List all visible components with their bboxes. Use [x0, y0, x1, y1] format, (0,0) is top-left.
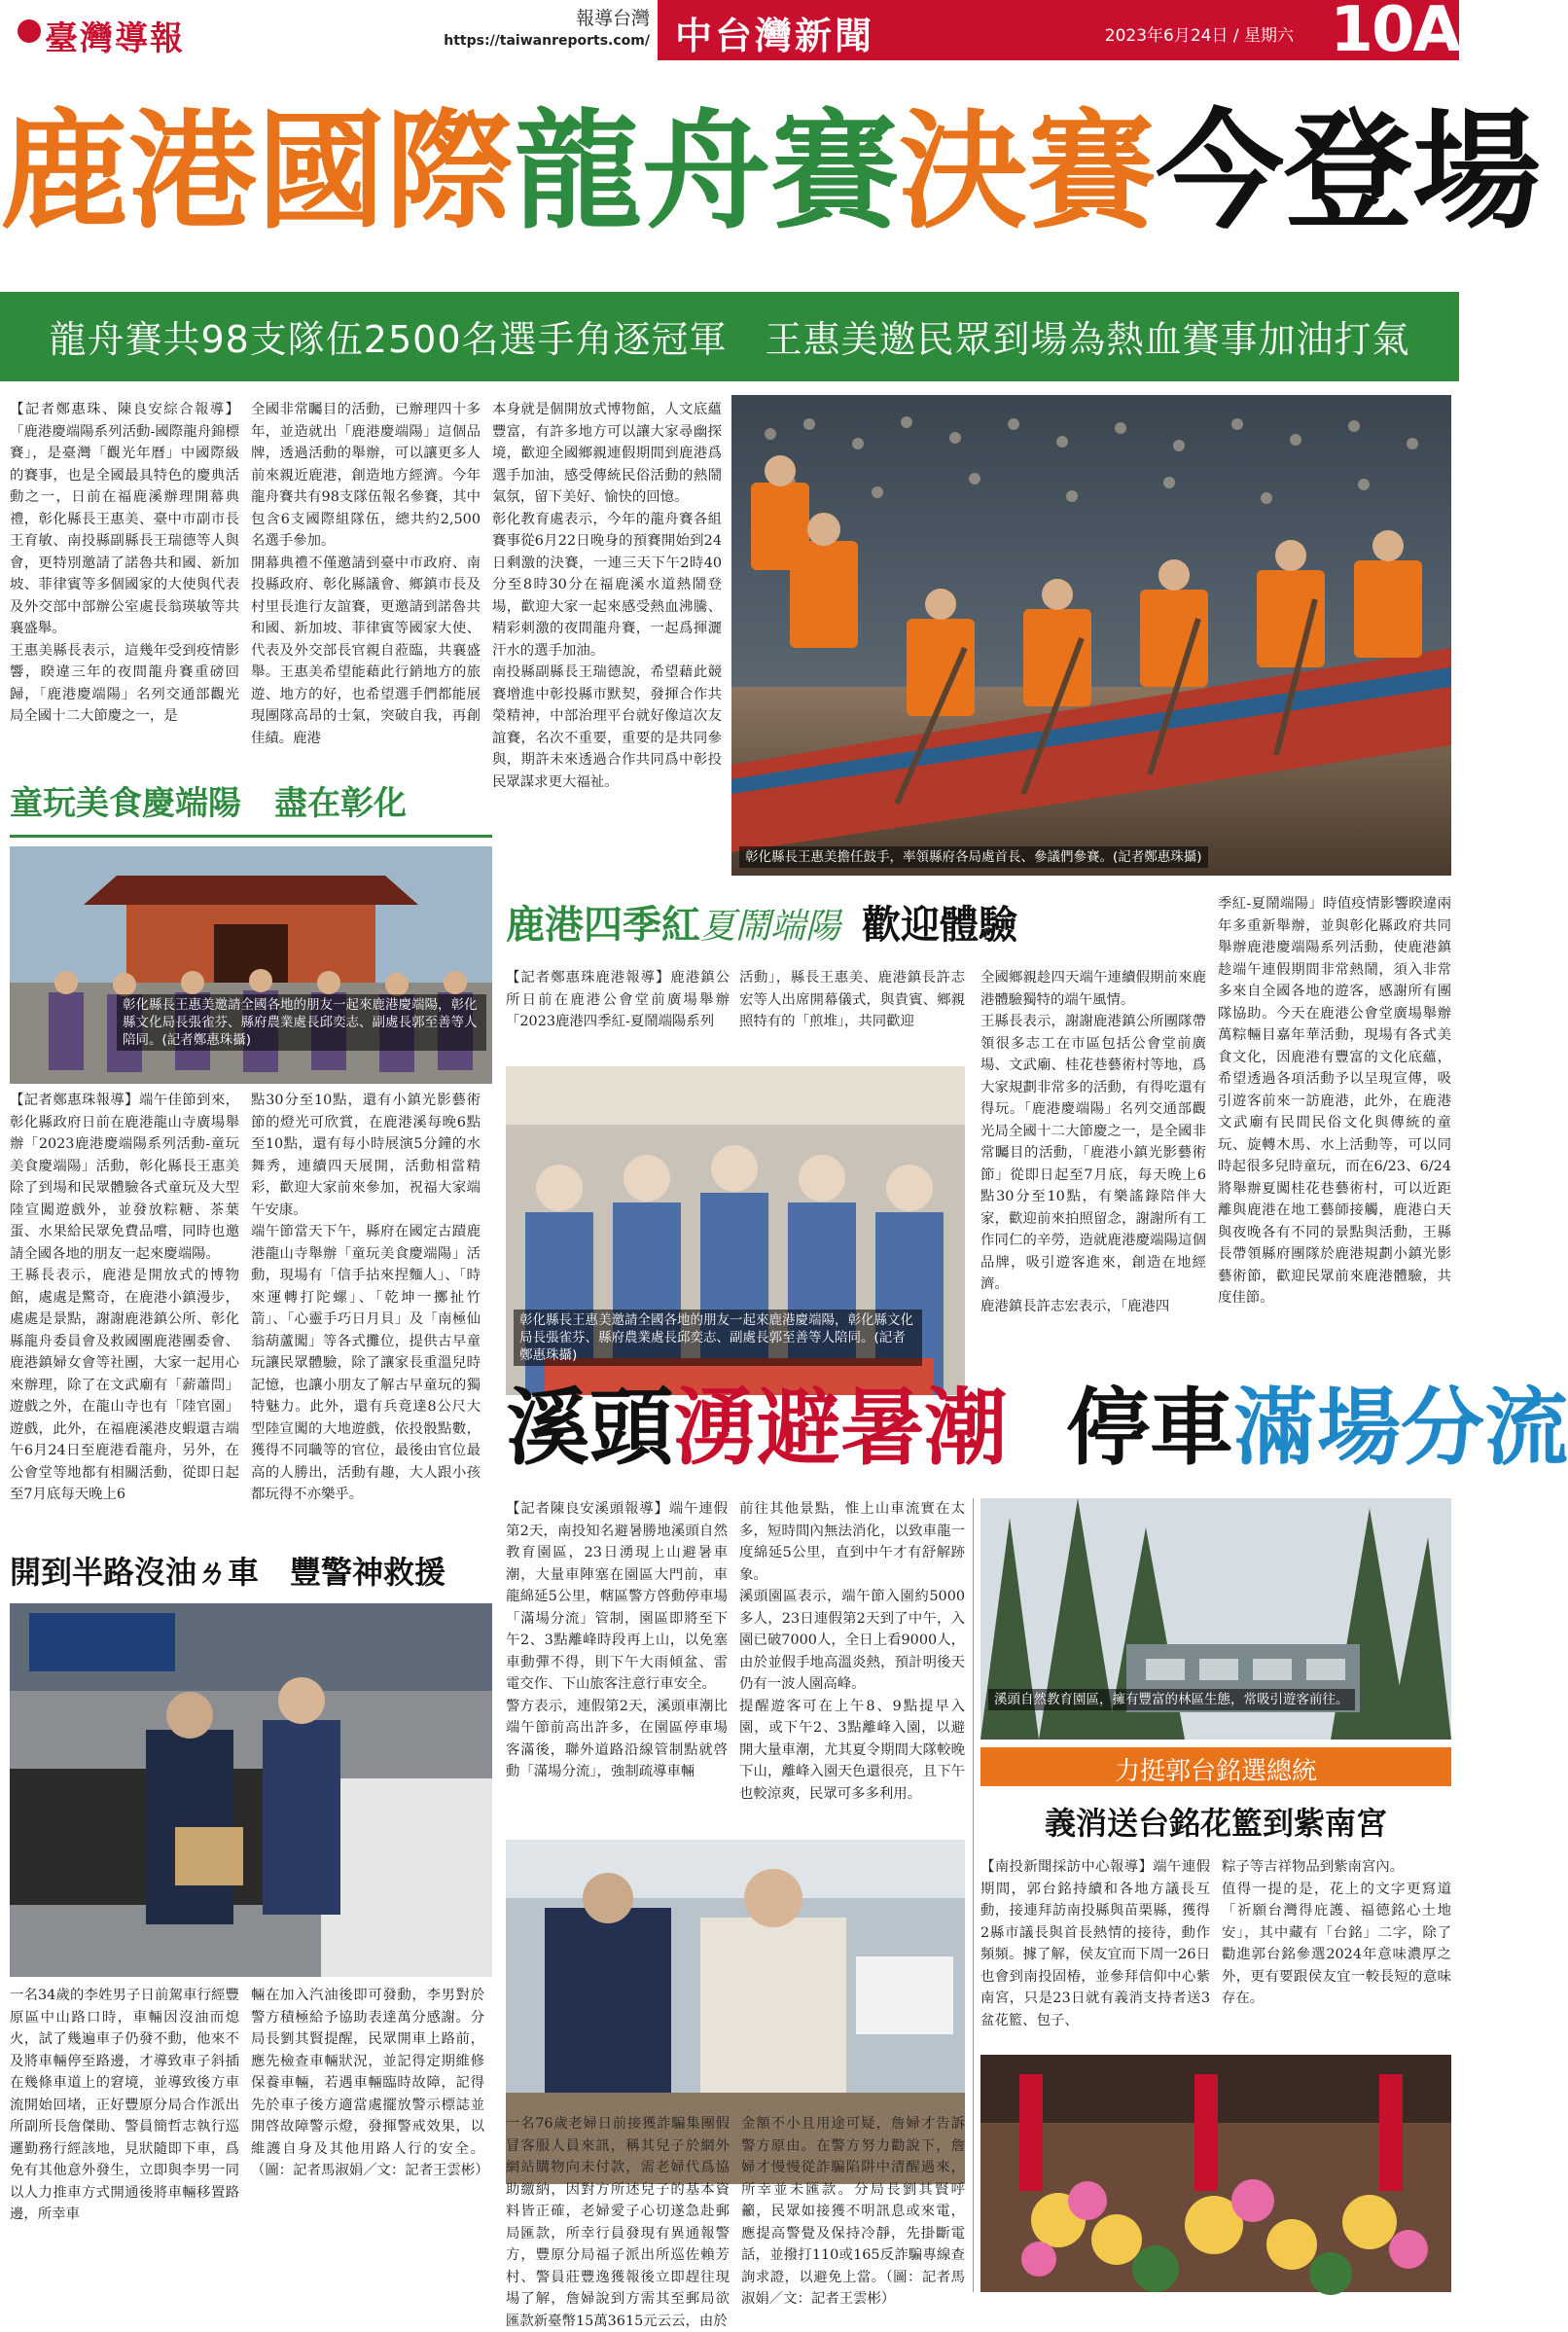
logo-emblem-icon: [18, 19, 41, 43]
story4-title-a2: 湧避暑潮: [673, 1380, 1008, 1477]
story2-title: 童玩美食慶端陽 盡在彰化: [10, 784, 407, 823]
forest-photo-caption: 溪頭自然教育園區，擁有豐富的林區生態，常吸引遊客前往。: [988, 1689, 1355, 1710]
story1-text-1: 【記者鄭惠珠、陳良安綜合報導】「鹿港慶端陽系列活動-國際龍舟錦標賽」，是臺灣「觀光年曆」中國際級的賽事，也是全國最具特色的慶典活動之一，日前在福鹿溪辦理開幕典禮，彰化縣長王惠美、臺中市副市長王育敏、南投縣副縣長王瑞德等人與會，更特別邀請了諾魯共和國、新加坡、菲律賓等多個國家的大使與代表及外交部中部辦公室處長翁瑛敏等共襄盛舉。 王惠美縣長表示，這幾年受到疫情影響，睽違三年的夜間龍舟賽重磅回歸，「鹿港慶端陽」名列交通部觀光局全國十二大節慶之一，是: [10, 402, 239, 724]
story7-banner-text: 力挺郭台銘選總統: [1114, 1757, 1317, 1786]
story3-column-2: [739, 967, 965, 1064]
masthead: [0, 0, 1459, 66]
story3-title-main: 鹿港四季紅: [506, 903, 700, 948]
story2-text-1: 【記者鄭惠珠報導】端午佳節到來，彰化縣政府日前在鹿港龍山寺廣場舉辦「2023鹿港慶端陽系列活動-童玩美食慶端陽」活動，彰化縣長王惠美除了到場和民眾體驗各式童玩及大型陸宣闖遊戲外，並發放粽糖、茶葉蛋、水果給民眾免費品嚐，同時也邀請全國各地的朋友一起來慶端陽。 王縣長表示，鹿港是開放式的博物館，處處是驚奇，在鹿港小鎮漫步，處處是景點，謝謝鹿港鎮公所、彰化縣龍舟委員會及救國團鹿港團委會、鹿港鎮婦女會等社團，大家一起用心來辦理，除了在文武廟有「薪蕭問」遊戲之外，在龍山寺也有「陸官園」遊戲，此外，在福鹿溪港皮蝦還吉端午6月24日至鹿港看龍舟，另外，在公會堂等地都有相關活動，從即日起至7月底每天晚上6: [10, 1093, 239, 1502]
newspaper-logo: [8, 8, 253, 56]
story1-text-2: 全國非常矚目的活動，已辦理四十多年，並造就出「鹿港慶端陽」這個品牌，透過活動的舉辦，可以讓更多人前來親近鹿港，創造地方經濟。今年龍舟賽共有98支隊伍報名參賽，其中包含6支國際組隊伍，總共約2,500名選手參加。 開幕典禮不僅邀請到臺中市政府、南投縣政府、彰化縣議會、鄉鎮市長及村里長進行友誼賽，更邀請到諾魯共和國、新加坡、菲律賓等國家大使、代表及外交部長官親自蒞臨，共襄盛舉。王惠美希望能藉此行銷地方的旅遊、地方的好，也希望選手們都能展現團隊高昂的士氣，突破自我，再創佳績。鹿港: [251, 402, 481, 746]
site-name: 報導台灣: [575, 8, 650, 29]
story7-column-2: [1222, 1856, 1451, 2051]
story1-text-3: 本身就是個開放式博物館，人文底蘊豐富，有許多地方可以讓大家尋幽探境，歡迎全國鄉親連假期間到鹿港爲選手加油，感受傳統民俗活動的熱鬧氣氛，留下美好、愉快的回憶。 彰化教育處表示，今年的龍舟賽各組賽事從6月22日晚身的預賽開始到24日剩激的決賽，一連三天下午2時40分至8時30分在福鹿溪水道熱鬧登場，歡迎大家一起來感受熱血沸騰、精彩刺激的夜間龍舟賽，一起爲揮灑汗水的選手加油。 南投縣副縣長王瑞德說，希望藉此競賽增進中彰投縣市默契，發揮合作共榮精神，中部治理平台就好像這次友誼賽，名次不重要，重要的是共同參與，期許未來透過合作共同爲中彰投民眾謀求更大福祉。: [492, 402, 722, 790]
story1-column-1: [10, 399, 239, 764]
police-photo: [10, 1603, 492, 1977]
main-headline: [0, 72, 1541, 298]
subheadline-bar: [0, 292, 1459, 381]
site-url[interactable]: https://taiwanreports.com/: [444, 33, 650, 49]
section-title: 中台灣新聞: [675, 15, 875, 57]
story3-title-tail: 歡迎體驗: [862, 903, 1018, 948]
story7-banner: [980, 1747, 1451, 1786]
story4-column-2: [739, 1498, 965, 1848]
headline-part-2: 龍舟賽: [514, 97, 899, 247]
story4-title-b2: 滿場分流: [1233, 1380, 1568, 1477]
dragon-boat-photo-caption: 彰化縣長王惠美擔任鼓手，率領縣府各局處首長、參議們參賽。(記者鄭惠珠攝): [739, 846, 1208, 868]
temple-photo-caption: 彰化縣長王惠美邀請全國各地的朋友一起來鹿港慶端陽，彰化縣文化局長張雀芬、縣府農業處長邱奕志、副處長郭至善等人陪同。(記者鄭惠珠攝): [117, 994, 486, 1051]
story7-text-2: 粽子等吉祥物品到紫南宮內。 值得一提的是，花上的文字更寫道「祈願台灣得庇護、福德銘心土地安」，其中藏有「台銘」二字，除了勸進郭台銘參選2024年意味濃厚之外，更有要跟侯友宜一較長短的意味存在。: [1222, 1859, 1451, 2006]
story3-text-2: 活動」，縣長王惠美、鹿港鎮長許志宏等人出席開幕儀式，與貴賓、鄉親照特有的「煎堆」，共同歡迎: [739, 970, 965, 1029]
story2-text-2: 點30分至10點，還有小鎮光影藝術節的燈光可欣賞，在鹿港溪每晚6點至10點，還有每小時展演5分鐘的水舞秀，連續四天展開，活動相當精彩，歡迎大家前來參加，祝福大家端午安康。 端午節當天下午，縣府在國定古蹟鹿港龍山寺舉辦「童玩美食慶端陽」活動，現場有「信手拈來捏麵人」、「時來運轉打陀螺」、「乾坤一擲扯竹箭」、「心靈手巧日月貝」及「南極仙翁葫蘆闖」等各式攤位，提供古早童玩讓民眾體驗，除了讓家長重溫兒時記憶，也讓小朋友了解古早童玩的獨特魅力。此外，還有兵竟達8公尺大型陸宣闖的大地遊戲，依投骰點數，獲得不同職等的官位，最後由官位最高的人勝出，活動有趣，大人跟小孩都玩得不亦樂乎。: [251, 1093, 481, 1502]
story3-text-1: 【記者鄭惠珠鹿港報導】鹿港鎮公所日前在鹿港公會堂前廣場舉辦「2023鹿港四季紅-夏鬧端陽系列: [506, 970, 730, 1029]
story3-text-3: 全國鄉親趁四天端午連續假期前來鹿港體驗獨特的端午風情。 王縣長表示，謝謝鹿港鎮公所團隊帶領很多志工在市區包括公會堂前廣場、文武廟、桂花巷藝術村等地，爲大家規劃非常多的活動，有得吃還有得玩。「鹿港慶端陽」名列交通部觀光局全國十二大節慶之一，是全國非常矚目的活動，「鹿港小鎮光影藝術節」從即日起至7月底，每天晚上6點30分至10點，有樂謠錄陪伴大家，歡迎前來拍照留念，謝謝所有工作同仁的辛勞，造就鹿港慶端陽這個品牌，吸引遊客進來，創造在地經濟。 鹿港鎮長許志宏表示，「鹿港四: [980, 970, 1206, 1314]
headline-part-3: 決賽: [899, 97, 1156, 247]
bank-photo: [506, 1917, 965, 2107]
group-photo: [506, 1066, 965, 1395]
logo-text: 臺灣導報: [45, 19, 185, 58]
story6-text-1: 一名76歲老婦日前接獲詐騙集團假冒客服人員來訊，稱其兒子於網外網站購物向未付款，需老婦代爲協助繳納，因對方所述兒子的基本資料皆正確，老婦愛子心切遂急赴郵局匯款，所幸行員發現有異通報警方，豐原分局福子派出所巡佐賴芳村、警員莊豐逸獲報後立即趕往現場了解，詹婦說到方需其至郵局欲匯款新臺幣15萬3615元云云，由於: [506, 2116, 730, 2329]
story5-text-1: 一名34歲的李姓男子日前駕車行經豐原區中山路口時，車輛因沒油而熄火，試了幾遍車子仍發不動，他來不及將車輛停至路邊，才導致車子斜插在幾條車道上的窘境，並導致後方車流開始回堵，正好豐原分局合作派出所副所長詹傑勛、警員簡哲志執行巡邏勤務行經該地，見狀隨即下車，爲免有其他意外發生，立即與李男一同以人力推車方式開通後將車輛移置路邊，所幸車: [10, 1988, 239, 2222]
issue-date: 2023年6月24日 / 星期六: [1104, 26, 1294, 46]
story5-text-2: 輛在加入汽油後即可發動，李男對於警方積極給予協助表達萬分感謝。分局長劉其賢提醒，民眾開車上路前，應先檢查車輛狀況，並記得定期維修保養車輛，若遇車輛臨時故障，記得先於車子後方適當處擺放警示標誌並開啓故障警示燈，發揮警戒效果，以維護自身及其他用路人行的安全。（圖：記者馬淑娟／文：記者王雲彬）: [251, 1988, 489, 2178]
column-divider: [973, 1498, 974, 2292]
story4-title-a1: 溪頭: [506, 1380, 673, 1477]
story5-column-2: [251, 1985, 489, 2292]
story4-title: [506, 1370, 1568, 1487]
bank-photo-image: [506, 1917, 965, 2107]
headline-part-1: 鹿港國際: [0, 97, 514, 247]
story4-column-1: [506, 1498, 728, 1848]
page-number: 10A: [1330, 0, 1459, 66]
story7-title: 義消送台銘花籃到紫南宮: [1044, 1805, 1387, 1842]
headline-part-4: 今登場: [1156, 97, 1541, 247]
flower-basket-photo-image: [980, 2055, 1451, 2292]
story6-text-2: 金額不小且用途可疑，詹婦才告訴警方原由。在警方努力勸說下，詹婦才慢慢從詐騙陷阱中清醒過來，所幸並未匯款。分局長劉其賢呼籲，民眾如接獲不明訊息或來電，應提高警覺及保持冷靜，先掛斷電話，並撥打110或165反詐騙專線查詢求證，以避免上當。（圖：記者馬淑娟／文：記者王雲彬）: [741, 2116, 965, 2307]
flower-basket-photo: [980, 2055, 1451, 2292]
police-photo-image: [10, 1603, 492, 1977]
story5-column-1: [10, 1985, 239, 2292]
story4-text-2: 前往其他景點，惟上山車流實在太多，短時間內無法消化，以致車龍一度綿延5公里，直到中午才有舒解跡象。 溪頭園區表示，端午節入園約5000多人，23日連假第2天到了中午，入園已破7000人，全日上看9000人，由於並假手地高溫炎熱，預計明後天仍有一波人園高峰。 提醒遊客可在上午8、9點提早入園，或下午2、3點離峰入園，以避開大量車潮，尤其夏令期間大隊較晚下山，離峰入園天色還很亮，且下午也較涼爽，民眾可多多利用。: [739, 1501, 965, 1802]
dragon-boat-photo: [731, 395, 1451, 876]
story3-title: [506, 895, 1021, 955]
story3-title-script: 夏鬧端陽: [700, 907, 841, 947]
story4-text-1: 【記者陳良安溪頭報導】端午連假第2天，南投知名避暑勝地溪頭自然教育園區，23日湧現上山避暑車潮，大量車陣塞在園區大門前，車龍綿延5公里，轄區警方啓動停車場「滿場分流」管制，園區即將至下午2、3點離峰時段再上山，以免塞車動彈不得，則下午大雨傾盆、雷電交作、下山旅客注意行車安全。 警方表示，連假第2天，溪頭車潮比端午節前高出許多，在園區停車場客滿後，聯外道路沿線管制點就啓動「滿場分流」，強制疏導車輛: [506, 1501, 728, 1779]
story1-column-3: [492, 399, 722, 885]
story6-column-1: [506, 2113, 730, 2329]
story2-column-2: [251, 1090, 481, 1547]
story1-column-2: [251, 399, 481, 764]
story2-column-1: [10, 1090, 239, 1547]
story4-title-b1: 停車: [1066, 1380, 1233, 1477]
story2-rule: [10, 835, 492, 838]
story5-title: 開到半路沒油ㄌ車 豐警神救援: [10, 1554, 446, 1591]
temple-photo: [10, 846, 492, 1084]
story3-column-1: [506, 967, 730, 1064]
group-photo-caption: 彰化縣長王惠美邀請全國各地的朋友一起來鹿港慶端陽，彰化縣文化局長張雀芬、縣府農業處長邱奕志、副處長郭至善等人陪同。(記者鄭惠珠攝): [514, 1310, 922, 1366]
subheadline: 龍舟賽共98支隊伍2500名選手角逐冠軍 王惠美邀民眾到場為熱血賽事加油打氣: [49, 318, 1410, 361]
story7-text-1: 【南投新聞採訪中心報導】端午連假期間，郭台銘持續和各地方議長互動，接連拜訪南投縣與苗栗縣，獲得2縣市議長與首長熱情的接待，動作頻頻。據了解，侯友宜而下周一26日也會到南投固椿，並參拜信仰中心紫南宮，只是23日就有義消支持者送3盆花籃、包子、: [980, 1859, 1210, 2028]
story3-text-4: 季紅-夏鬧端陽」時值疫情影響睽違兩年多重新舉辦，並與彰化縣政府共同舉辦鹿港慶端陽系列活動，使鹿港鎮趁端午連假期間非常熱鬧，須入非常多來自全國各地的遊客，感謝所有團隊協助。今天在鹿港公會堂廣場舉辦萬粽輛目嘉年華活動，現場有各式美食文化，因鹿港有豐富的文化底蘊，希望透過各項活動予以呈現宣傳，吸引遊客前來一訪鹿港，此外，在鹿港文武廟有民間民俗文化與傳統的童玩、旋轉木馬、水上活動等，可以同時起很多兒時童玩，而在6/23、6/24將舉辦夏闖桂花巷藝術村，可以近距離與鹿港在地工藝師接觸，鹿港白天與夜晚各有不同的景點與活動，王縣長帶領縣府團隊於鹿港規劃小鎮光影藝術節，歡迎民眾前來鹿港體驗，共度佳節。: [1218, 896, 1451, 1306]
forest-photo: [980, 1498, 1451, 1740]
dragon-boat-photo-image: [731, 395, 1451, 876]
story7-column-1: [980, 1856, 1210, 2051]
story6-column-2: [741, 2113, 965, 2307]
